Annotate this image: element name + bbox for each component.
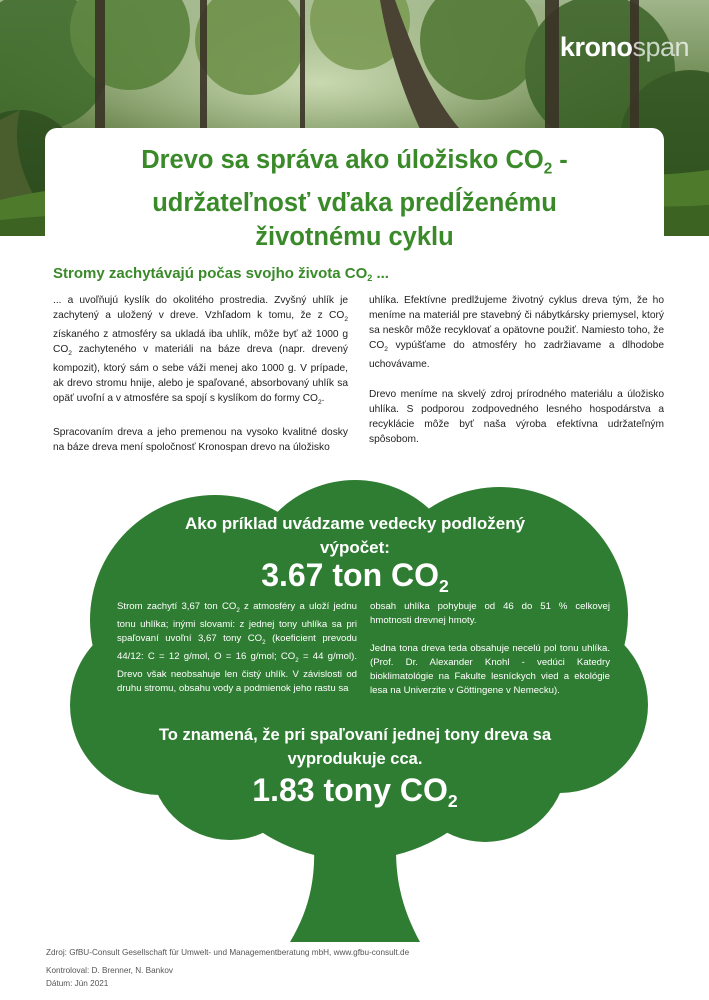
kronospan-logo: kronospan [559, 32, 689, 62]
paragraph: uhlíka. Efektívne predlžujeme životný cyklus dreva tým, že ho meníme na materiál pre stavebný či nábytkársky priemysel, ktorý sa neskôr môže recyklovať a opätovne použiť. Namiesto toho, že $CO_2$ vypúšťame do atmosféry ho zadržiavame a dlhodobe uchovávame. [369, 295, 664, 371]
footer-checked: Kontroloval: D. Brenner, N. Bankov [46, 966, 173, 975]
tree-heading: Ako príklad uvádzame vedecky podložený výpočet: [184, 514, 526, 557]
co2-value-emitted: 1.83 tony $CO_2$ [252, 772, 458, 812]
footer-source: Zdroj: GfBU-Consult Gesellschaft für Umwelt- und Managementberatung mbH, www.gfbu-consult.de [46, 948, 410, 957]
paragraph: ... a uvoľňujú kyslík do okolitého prostredia. Zvyšný uhlík je zachytený a uložený v dreve. Vzhľadom k tomu, že z $CO_2$ získaného z atmosféry sa ukladá iba uhlík, môže byť až 1000 g $CO_2$ zachyteného v materiáli na báze dreva (napr. drevený kompozit), ktorý sám o sebe váži menej ako 1000 g. V prípade, ak drevo stromu hnije, alebo je spaľované, absorbovaný uhlík sa opäť uvoľní a v atmosfére sa spojí s kyslíkom do formy $CO_2$. [53, 295, 348, 407]
section-subtitle: Stromy zachytávajú počas svojho života $CO_2$ ... [53, 265, 389, 284]
paragraph: Spracovaním dreva a jeho premenou na vysoko kvalitné dosky na báze dreva mení spoločnosť Kronospan drevo na úložisko [53, 427, 348, 454]
co2-value-captured: 3.67 ton $CO_2$ [261, 557, 449, 597]
paragraph: Jedna tona dreva teda obsahuje necelú pol tonu uhlíka. (Prof. Dr. Alexander Knohl - vedúci Katedry bioklimatológie na Fakulte lesníckych vied a ekológie lesa na Univerzite v Göttingene v Nemecku). [370, 643, 610, 696]
tree-column-right [370, 600, 610, 712]
page-title: Drevo sa správa ako úložisko $CO_2$ - udržateľnosť vďaka predĺženému životnému cyklu [141, 146, 568, 252]
paragraph: Strom zachytí 3,67 ton $CO_2$ z atmosféry a uloží jednu tonu uhlíka; inými slovami: z jednej tony uhlíka sa pri spaľovaní uvoľní 3,67 tony $CO_2$ (koeficient prevodu 44/12: C = 12 g/mol, O = 16 g/mol; $CO_2 = 44$ g/mol). Drevo však neobsahuje len čistý uhlík. V závislosti od druhu stromu, obsahu vody a podmienok jeho rastu sa [117, 601, 357, 694]
paragraph: Drevo meníme na skvelý zdroj prírodného materiálu a úložisko uhlíka. S podporou zodpovedného lesného hospodárstva a recyklácie môže byť naša výroba efektívna udržateľným spôsobom. [369, 389, 664, 446]
tree-conclusion: To znamená, že pri spaľovaní jednej tony dreva sa vyprodukuje cca. [158, 726, 552, 768]
tree-column-left [117, 600, 357, 710]
footer-date: Dátum: Jún 2021 [46, 979, 109, 988]
paragraph: obsah uhlíka pohybuje od 46 do 51 % celkovej hmotnosti drevnej hmoty. [370, 601, 610, 626]
